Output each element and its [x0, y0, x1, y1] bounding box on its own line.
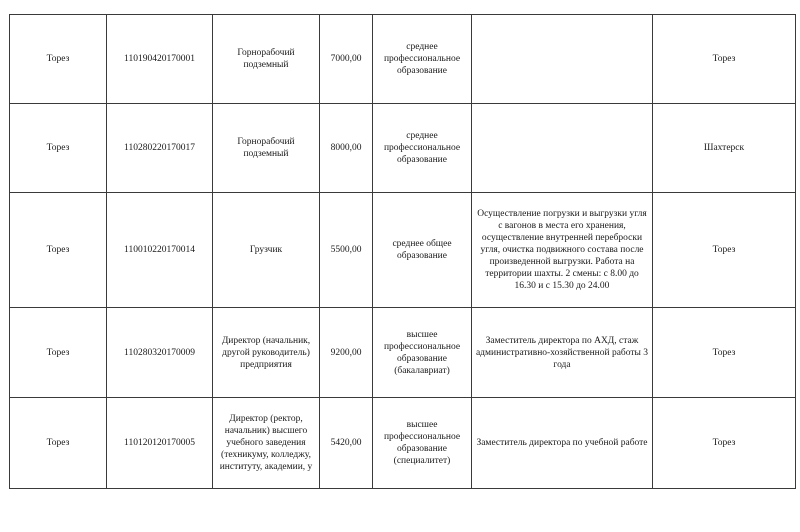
table-row: [10, 193, 796, 308]
city-cell: Торез: [10, 104, 107, 193]
education-cell: высшее профессиональное образование (бакалавриат): [373, 308, 472, 398]
table-row: [10, 15, 796, 104]
education-cell: среднее профессиональное образование: [373, 15, 472, 104]
table-row: [10, 308, 796, 398]
vacancy-table: [9, 14, 796, 489]
vacancy-code-cell: 110280320170009: [107, 308, 213, 398]
salary-cell: 7000,00: [320, 15, 373, 104]
position-cell: Горнорабочий подземный: [213, 15, 320, 104]
vacancy-code-cell: 110280220170017: [107, 104, 213, 193]
city-cell: Торез: [10, 398, 107, 489]
city-cell: Торез: [10, 15, 107, 104]
city-cell: Торез: [10, 308, 107, 398]
requirements-cell: [472, 104, 653, 193]
city-cell: Торез: [10, 193, 107, 308]
location-cell: Торез: [653, 308, 796, 398]
salary-cell: 8000,00: [320, 104, 373, 193]
table-row: [10, 398, 796, 489]
location-cell: Торез: [653, 398, 796, 489]
salary-cell: 5420,00: [320, 398, 373, 489]
location-cell: Торез: [653, 15, 796, 104]
location-cell: Торез: [653, 193, 796, 308]
vacancy-code-cell: 110120120170005: [107, 398, 213, 489]
position-cell: Горнорабочий подземный: [213, 104, 320, 193]
education-cell: среднее общее образование: [373, 193, 472, 308]
salary-cell: 5500,00: [320, 193, 373, 308]
requirements-cell: Заместитель директора по АХД, стаж административно-хозяйственной работы 3 года: [472, 308, 653, 398]
vacancy-code-cell: 110010220170014: [107, 193, 213, 308]
requirements-cell: Заместитель директора по учебной работе: [472, 398, 653, 489]
requirements-cell: [472, 15, 653, 104]
position-cell: Директор (начальник, другой руководитель) предприятия: [213, 308, 320, 398]
vacancy-code-cell: 110190420170001: [107, 15, 213, 104]
position-cell: Директор (ректор, начальник) высшего учебного заведения (техникуму, колледжу, институту, академии, у: [213, 398, 320, 489]
position-cell: Грузчик: [213, 193, 320, 308]
education-cell: высшее профессиональное образование (специалитет): [373, 398, 472, 489]
location-cell: Шахтерск: [653, 104, 796, 193]
requirements-cell: Осуществление погрузки и выгрузки угля с вагонов в места его хранения, осуществление внутренней переброски угля, очистка подвижного состава после произведенной выгрузки. Работа на территории шахты. 2 смены: с 8.00 до 16.30 и с 15.30 до 24.00: [472, 193, 653, 308]
salary-cell: 9200,00: [320, 308, 373, 398]
table-row: [10, 104, 796, 193]
education-cell: среднее профессиональное образование: [373, 104, 472, 193]
